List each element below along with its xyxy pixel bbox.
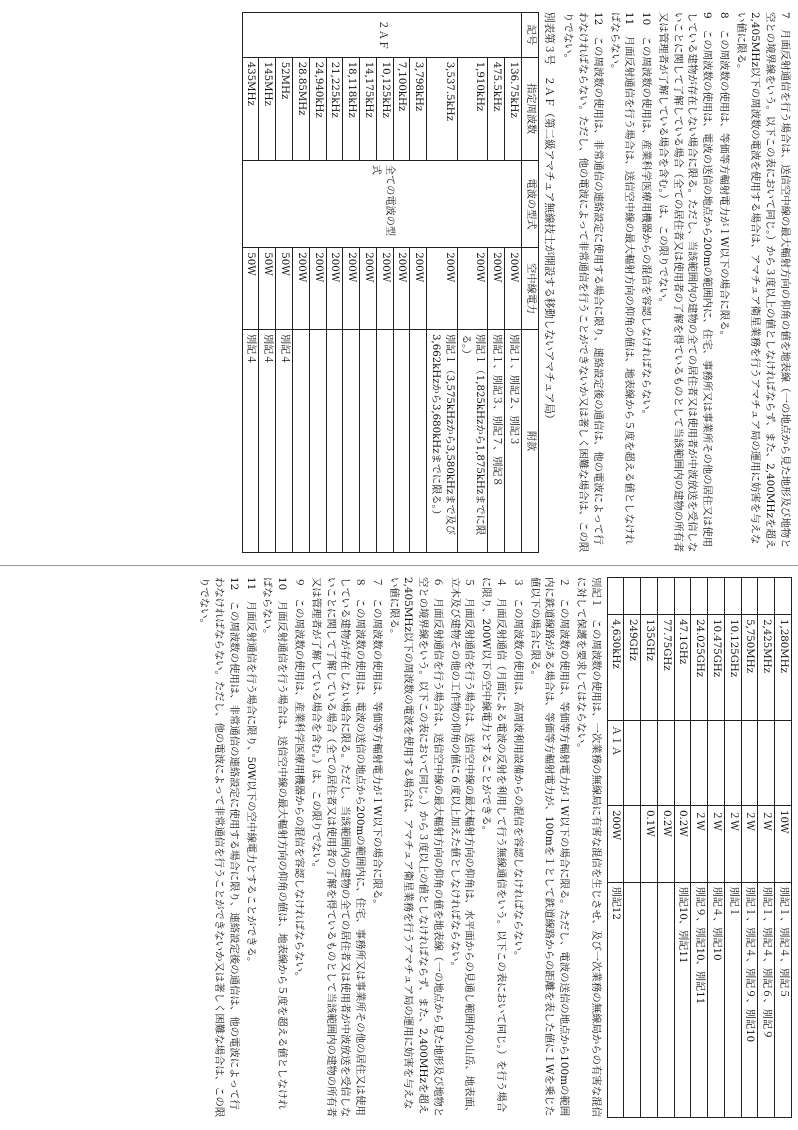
conditions-cell [309,330,326,553]
table-row [276,13,293,553]
emission-cell [708,721,725,806]
conditions-cell [624,882,641,1117]
table-row [242,13,259,553]
power-cell: 200W [488,248,505,330]
frequency-cell: 7,100kHz [393,57,410,160]
table-row [343,13,360,553]
note-8: 8 この周波数の使用は、等価等方輻射電力が１W以下の場合に限る。 [717,12,730,342]
frequency-cell: 2,425MHz [758,615,775,721]
note-lower-12: 12 この周波数の使用は、非常通信の連絡設定に使用する場合に限り、連絡設定後の通信は、他の電波によって行わなければならない。ただし、他の電波によって非常通信を行うことができないか又は著しく困難な場合は、この限りでない。 [198,577,240,1118]
symbol-cell [624,578,641,615]
frequency-cell: 24.025GHz [691,615,708,721]
conditions-cell: 別記１、別記２、別記３ [504,330,521,553]
frequency-cell: 145MHz [259,57,276,160]
table-row [741,578,758,1118]
conditions-cell: 別記１、別記４、別記５ [775,882,792,1117]
header-symbol: 記号 [521,13,538,58]
emission-cell: 全ての電波の型式 [242,160,521,247]
power-cell: 50W [259,248,276,330]
table-row [691,578,708,1118]
table-row [674,578,691,1118]
table-row [488,13,505,553]
table-row [457,13,488,553]
conditions-cell: 別記９、別記10、別記11 [691,882,708,1117]
emission-cell [758,721,775,806]
table-header [521,13,538,553]
table-row [758,578,775,1118]
conditions-cell: 別記１ [724,882,741,1117]
frequency-cell: 136.75kHz [504,57,521,160]
symbol-cell [758,578,775,615]
power-cell: 200W [410,248,427,330]
note-lower-3: ３ この周波数の使用は、高周波利用設備からの混信を容認しなければならない。 [511,577,524,962]
frequency-cell: 18,118kHz [343,57,360,160]
frequency-cell: 1,910kHz [457,57,488,160]
table-row [504,13,521,553]
power-cell: 0.2W [674,806,691,882]
note-lower-11: 11 月面反射通信を行う場合に限り、50W以下の空中線電力とすることができる。 [244,577,257,968]
emission-cell [641,721,658,806]
emission-cell [657,721,674,806]
table-row [293,13,310,553]
header-emission: 電波の型式 [521,160,538,247]
note-lower-4: ４ 月面反射通信（月面による電波の反射を利用して行う無線通信をいう。以下この表において同じ。）を行う場合に限り、200W以下の空中線電力とすることができる。 [480,577,507,1113]
frequency-cell: 24,940kHz [309,57,326,160]
conditions-cell: 別記12 [607,882,624,1117]
power-cell: 200W [607,806,624,882]
frequency-cell: 4,630kHz [607,615,624,721]
power-cell: 10W [775,806,792,882]
table-2af [242,12,539,553]
frequency-cell: 28.85MHz [293,57,310,160]
conditions-cell: 別記１、別記３、別記７、別記８ [488,330,505,553]
power-cell: ２W [691,806,708,882]
symbol-cell [724,578,741,615]
symbol-cell [775,578,792,615]
conditions-cell: 別記１（3,575kHzから3,580kHzまで及び3,662kHzから3,680kHzまでに限る。） [427,330,458,553]
conditions-cell [376,330,393,553]
power-cell: 200W [343,248,360,330]
power-cell: 200W [457,248,488,330]
conditions-cell [343,330,360,553]
frequency-cell: 1,280MHz [775,615,792,721]
symbol-cell [691,578,708,615]
frequency-cell: 3,537.5kHz [427,57,458,160]
conditions-cell [393,330,410,553]
note-9: 9 この周波数の使用は、電波の送信の地点から200mの範囲内に、住宅、事務所又は事業所その他の居住又は使用している建物が存在しない場合に限る。ただし、当該範囲内の建物の全ての居住者又は使用者が中波放送を受信しないことに関して了解している場合（全ての居住者又は使用者の了解を得ているものとして当該範囲内の建物の所有者又は管理者が了解している場合を含む。）は、この限りでない。 [656,12,714,553]
conditions-cell [360,330,377,553]
power-cell: 0.2W [657,806,674,882]
conditions-cell: 別記10、別記11 [674,882,691,1117]
symbol-cell [641,578,658,615]
emission-cell [724,721,741,806]
frequency-cell: 14,175kHz [360,57,377,160]
frequency-cell: 21,225kHz [326,57,343,160]
frequency-cell: 47.1GHz [674,615,691,721]
frequency-cell: 249GHz [624,615,641,721]
note-lower-5: ５ 月面反射通信を行う場合は、送信空中線の最大輻射方向の仰角は、水平面からの見通し範囲内の山岳、地表面、立木及び建物その他の工作物の仰角の値に６度以上加えた値としなければならない。 [448,577,476,1118]
note-lower-10: 10 月面反射通信を行う場合は、送信空中線の最大輻射方向の仰角の値は、地表線から５度を超える値としなければならない。 [261,577,289,1110]
frequency-cell: 135GHz [641,615,658,721]
conditions-cell [641,882,658,1117]
note-lower-8: ８ この周波数の使用は、電波の送信の地点から200mの範囲内に、住宅、事務所又は事業所その他の居住又は使用している建物が存在しない場合に限る。ただし、当該範囲内の建物の全ての居住者又は使用者が中波放送を受信しないことに関して了解している場合（全ての居住者又は使用者の了解を得ているものとして当該範囲内の建物の所有者又は管理者が了解している場合を含む。）は、この限りでない。 [309,577,367,1118]
table-row [259,13,276,553]
emission-cell [775,721,792,806]
frequency-cell: 5,750MHz [741,615,758,721]
note-10: 10 この周波数の使用は、産業科学医療用機器からの混信を容認しなければならない。 [640,12,653,421]
power-cell: 200W [360,248,377,330]
conditions-cell: 別記４ [242,330,259,553]
note-lower-7: ７ この周波数の使用は、等価等方輻射電力が１W以下の場合に限る。 [370,577,383,910]
power-cell: ２W [758,806,775,882]
symbol-cell [708,578,725,615]
table-row [607,578,624,1118]
header-frequency: 指定周波数 [521,57,538,160]
conditions-cell [657,882,674,1117]
emission-cell [674,721,691,806]
table-row [376,13,393,553]
table-row [708,578,725,1118]
conditions-cell: 別記１、別記４、別記９、別記10 [741,882,758,1117]
table-row [724,578,741,1118]
power-cell: 200W [293,248,310,330]
power-cell: 200W [376,248,393,330]
table-row [641,578,658,1118]
power-cell: 200W [309,248,326,330]
note-lower-1: 別記１ この周波数の使用は、一次業務の無線局に有害な混信を生じさせ、及び一次業務の無線局からの有害な混信に対して保護を要求してはならない。 [574,577,602,1117]
table-row [624,578,641,1118]
frequency-cell: 475.5kHz [488,57,505,160]
emission-cell [741,721,758,806]
frequency-cell: 10.475GHz [708,615,725,721]
notes-upper [561,12,792,553]
table-row [326,13,343,553]
note-lower-9: ９ この周波数の使用は、産業科学医療用機器からの混信を容認しなければならない。 [293,577,306,983]
conditions-cell [293,330,310,553]
note-12: 12 この周波数の使用は、非常通信の連絡設定に使用する場合に限り、連絡設定後の通信は、他の電波によって行わなければならない。ただし、他の電波によって非常通信を行うことができないか又は著しく困難な場合は、この限りでない。 [562,12,604,553]
symbol-cell [741,578,758,615]
header-conditions: 附款 [521,330,538,553]
conditions-cell: 別記１、別記４、別記６、別記９ [758,882,775,1117]
note-lower-2: ２ この周波数の使用は、等価等方輻射電力が１W以下の場合に限る。ただし、電波の送信の地点から100mの範囲内に鉄道線路がある場合は、等価等方輻射電力が、100mを１として鉄道線路からの距離を表した値に１Wを乗じた値以下の場合に限る。 [528,577,571,1117]
power-cell: ２W [708,806,725,882]
table-row [427,13,458,553]
symbol-cell [607,578,624,615]
table-row [775,578,792,1118]
symbol-cell: ２ＡＦ [242,13,521,58]
note-11: 11 月面反射通信を行う場合は、送信空中線の最大輻射方向の仰角の値は、地表線から５度を超える値としなければならない。 [608,12,636,545]
frequency-cell: 52MHz [276,57,293,160]
header-power: 空中線電力 [521,248,538,330]
frequency-cell: 77.75GHz [657,615,674,721]
conditions-cell: 別記４、別記10 [708,882,725,1117]
power-cell: 200W [504,248,521,330]
emission-cell [691,721,708,806]
power-cell [624,806,641,882]
frequency-cell: 435MHz [242,57,259,160]
power-cell: 50W [242,248,259,330]
conditions-cell [410,330,427,553]
power-cell: 200W [393,248,410,330]
section-title: 別表第３号 ２ＡＦ（第二級アマチュア無線技士が開設する移動しないアマチュア局） [542,12,555,425]
power-cell: 0.1W [641,806,658,882]
power-cell: 200W [427,248,458,330]
emission-cell [624,721,641,806]
conditions-cell: 別記４ [259,330,276,553]
table-row [410,13,427,553]
table-2af-continued [607,577,792,1118]
emission-cell: Ａ１Ａ [607,721,624,806]
notes-lower [197,577,603,1118]
table-row [393,13,410,553]
note-lower-6: ６ 月面反射通信を行う場合は、送信空中線の最大輻射方向の仰角の値を地表線（一の地点から見た地形及び地物と空との境界線をいう。以下この表において同じ。）から３度以上の値としなければならず、また、2,400MHzを超え2,405MHz以下の周波数の電波を使用する場合は、アマチュア衛星業務を行うアマチュア局の運用に妨害を与えない値に限る。 [387,577,444,1118]
conditions-cell: 別記１（1,825kHzから1,875kHzまでに限る。） [457,330,488,553]
frequency-cell: 10.125GHz [724,615,741,721]
power-cell: ２W [724,806,741,882]
table-row [657,578,674,1118]
conditions-cell: 別記４ [276,330,293,553]
symbol-cell [657,578,674,615]
frequency-cell: 10,125kHz [376,57,393,160]
frequency-cell: 3,798kHz [410,57,427,160]
conditions-cell [326,330,343,553]
table-row [309,13,326,553]
power-cell: 50W [276,248,293,330]
note-7: 7 月面反射通信を行う場合は、送信空中線の最大輻射方向の仰角の値を地表線（一の地点から見た地形及び地物と空との境界線をいう。以下この表において同じ。）から３度以上の値としなければならず、また、2,400MHzを超え2,405MHz以下の周波数の電波を使用する場合は、アマチュア衛星業務を行うアマチュア局の運用に妨害を与えない値に限る。 [734,12,791,550]
page-lower [0,565,798,1130]
symbol-cell [674,578,691,615]
power-cell: 200W [326,248,343,330]
table-row [360,13,377,553]
power-cell: ２W [741,806,758,882]
